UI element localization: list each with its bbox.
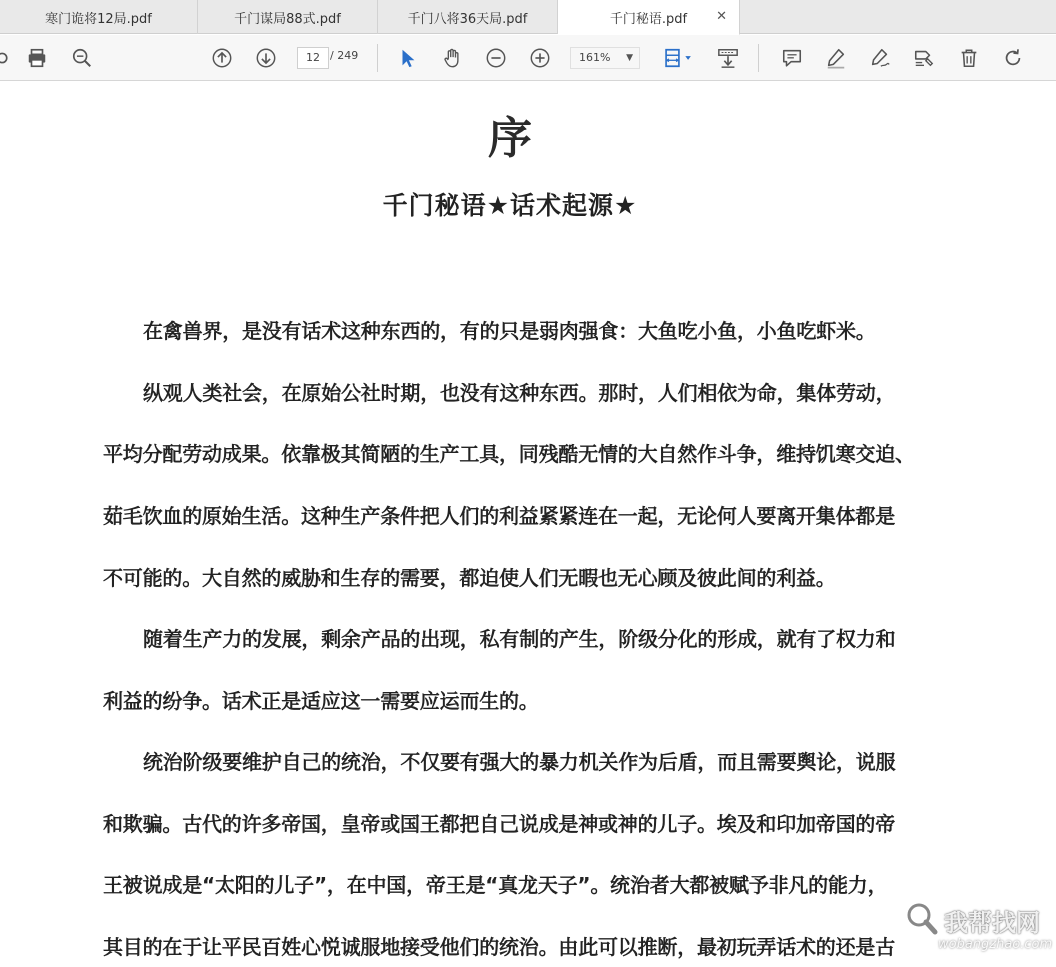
toolbar — [0, 35, 1056, 81]
zoom-out-icon[interactable] — [484, 46, 508, 70]
divider — [377, 44, 378, 72]
zoom-level-select[interactable] — [570, 47, 640, 69]
next-page-icon[interactable] — [254, 46, 278, 70]
text-line: 在禽兽界，是没有话术这种东西的，有的只是弱肉强食：大鱼吃小鱼，小鱼吃虾米。 — [143, 319, 876, 343]
page-subtitle: 千门秘语★话术起源★ — [382, 191, 638, 220]
page-total: / 249 — [330, 49, 359, 62]
text-line: 纵观人类社会，在原始公社时期，也没有这种东西。那时，人们相依为命，集体劳动， — [143, 381, 896, 405]
chevron-down-icon: ▼ — [626, 53, 633, 63]
print-icon[interactable] — [25, 46, 49, 70]
zoom-search-icon[interactable] — [70, 46, 94, 70]
magnifier-logo-icon — [904, 901, 940, 937]
edit-text-icon[interactable] — [912, 46, 936, 70]
tab-label: 千门谋局88式.pdf — [234, 11, 341, 27]
scroll-mode-icon[interactable] — [716, 46, 740, 70]
select-cursor-icon[interactable] — [396, 46, 420, 70]
hand-tool-icon[interactable] — [440, 46, 464, 70]
page-title: 序 — [488, 113, 532, 164]
highlight-pen-icon[interactable] — [824, 46, 848, 70]
text-line: 统治阶级要维护自己的统治，不仅要有强大的暴力机关作为后盾，而且需要舆论，说服 — [143, 750, 896, 774]
tab-2[interactable] — [198, 0, 378, 34]
tab-label: 千门八将36天局.pdf — [407, 11, 528, 27]
text-line: 王被说成是“太阳的儿子”，在中国，帝王是“真龙天子”。统治者大都被赋予非凡的能力， — [103, 873, 888, 897]
zoom-level-value: 161% — [579, 51, 611, 64]
draw-pen-icon[interactable] — [868, 46, 892, 70]
comment-icon[interactable] — [780, 46, 804, 70]
watermark-domain: wobangzhao.com — [938, 937, 1053, 952]
text-line: 随着生产力的发展，剩余产品的出现，私有制的产生，阶级分化的形成，就有了权力和 — [143, 627, 896, 651]
zoom-in-icon[interactable] — [528, 46, 552, 70]
rotate-icon[interactable] — [1001, 46, 1025, 70]
tab-bar — [0, 0, 1056, 34]
text-line: 和欺骗。古代的许多帝国，皇帝或国王都把自己说成是神或神的儿子。埃及和印加帝国的帝 — [103, 812, 895, 836]
tab-label: 千门秘语.pdf — [609, 11, 688, 27]
tab-3[interactable] — [378, 0, 558, 34]
text-line: 其目的在于让平民百姓心悦诚服地接受他们的统治。由此可以推断，最初玩弄话术的还是古 — [103, 935, 895, 959]
tab-4-active[interactable] — [558, 0, 740, 35]
document-page — [0, 82, 1056, 967]
text-line: 平均分配劳动成果。依靠极其简陋的生产工具，同残酷无情的大自然作斗争，维持饥寒交迫、 — [103, 442, 915, 466]
close-tab-icon[interactable]: ✕ — [716, 9, 727, 24]
trash-icon[interactable] — [957, 46, 981, 70]
divider — [758, 44, 759, 72]
text-line: 利益的纷争。话术正是适应这一需要应运而生的。 — [103, 689, 539, 713]
previous-view-icon[interactable] — [0, 46, 16, 70]
text-line: 茹毛饮血的原始生活。这种生产条件把人们的利益紧紧连在一起，无论何人要离开集体都是 — [103, 504, 895, 528]
page-number-input[interactable]: 12 — [297, 47, 329, 69]
watermark-text: 我帮找网 — [944, 909, 1040, 937]
text-line: 不可能的。大自然的威胁和生存的需要，都迫使人们无暇也无心顾及彼此间的利益。 — [103, 566, 836, 590]
previous-page-icon[interactable] — [210, 46, 234, 70]
tab-label: 寒门诡将12局.pdf — [45, 11, 152, 27]
fit-width-icon[interactable] — [660, 46, 696, 70]
tab-1[interactable] — [0, 0, 198, 34]
watermark — [902, 893, 1052, 963]
